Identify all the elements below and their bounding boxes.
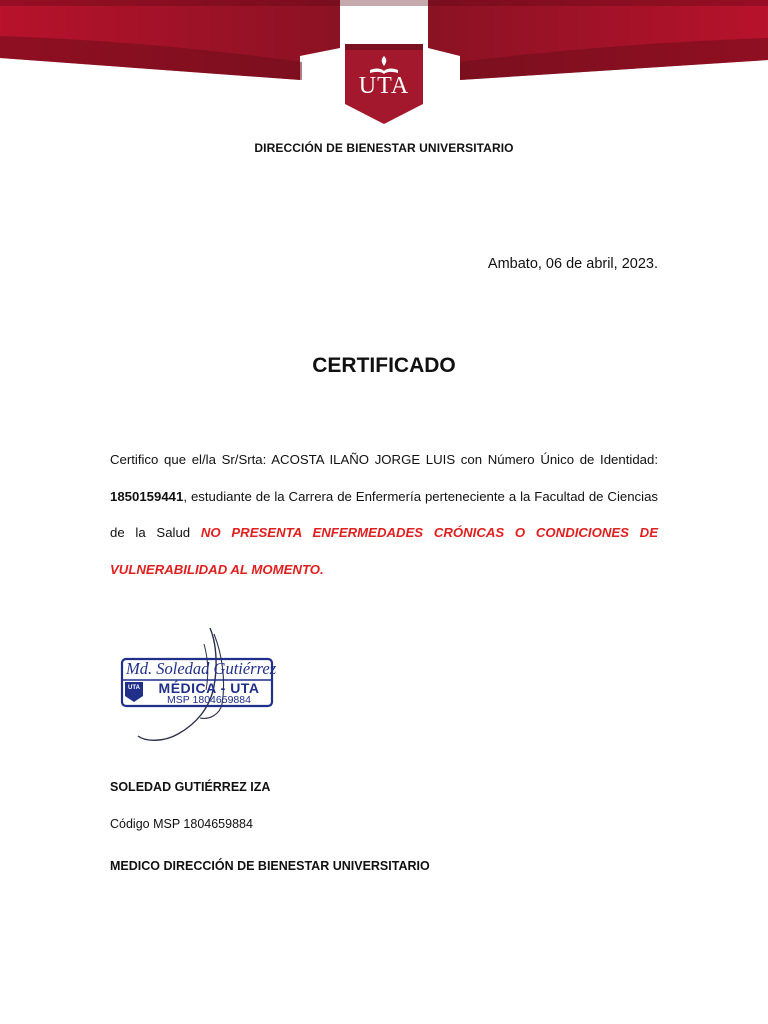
stamp-line-2: MÉDICA - UTA: [158, 680, 260, 696]
signature-stamp: [118, 624, 280, 746]
signer-role: MEDICO DIRECCIÓN DE BIENESTAR UNIVERSITARIO: [110, 859, 430, 873]
id-number: 1850159441: [110, 488, 184, 504]
signer-code: Código MSP 1804659884: [110, 817, 253, 831]
stamp-mini-logo: UTA: [128, 685, 140, 691]
certificate-body: [110, 442, 658, 588]
body-intro: Certifico que el/la Sr/Srta: ACOSTA ILAÑO JORGE LUIS con Número Único de Identidad:: [110, 452, 658, 467]
stamp-line-3: MSP 1804659884: [167, 694, 251, 706]
health-statement: NO PRESENTA ENFERMEDADES CRÓNICAS O CONDICIONES DE VULNERABILIDAD AL MOMENTO.: [110, 525, 659, 577]
signer-name: SOLEDAD GUTIÉRREZ IZA: [110, 780, 271, 794]
uta-logo-text: UTA: [358, 73, 410, 99]
header-band: [0, 0, 768, 130]
unit-title: DIRECCIÓN DE BIENESTAR UNIVERSITARIO: [254, 141, 514, 155]
document-title: CERTIFICADO: [312, 354, 456, 377]
stamp-line-1: Md. Soledad Gutiérrez: [126, 659, 277, 678]
date-line: Ambato, 06 de abril, 2023.: [487, 256, 658, 272]
body-middle: , estudiante de la Carrera de Enfermería perteneciente a la Facultad de Ciencias de la Salud: [110, 488, 658, 540]
